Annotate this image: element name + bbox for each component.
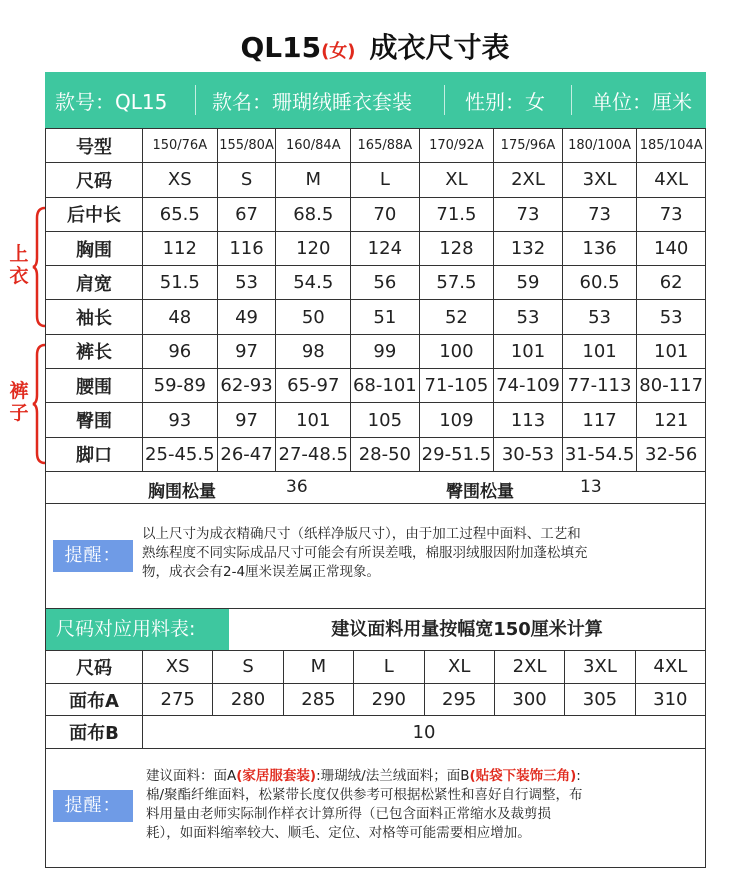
fabric-header (45, 608, 706, 650)
size-code-cell: M (276, 163, 351, 197)
hao-cell: 155/80A (217, 129, 276, 163)
value-cell: 101 (276, 403, 351, 437)
value-cell: 52 (419, 300, 494, 334)
value-cell: 73 (494, 197, 563, 231)
value-cell: 305 (565, 683, 635, 716)
value-cell: 51.5 (143, 266, 218, 300)
highlight-text: (家居服套装) (236, 768, 317, 784)
value-cell: 65-97 (276, 369, 351, 403)
value-cell: 290 (354, 683, 424, 716)
size-code-cell: S (213, 651, 283, 684)
highlight-text: (贴袋下装饰三角) (469, 768, 577, 784)
reminder-text (142, 525, 702, 582)
table-row (46, 163, 706, 197)
info-header (45, 72, 706, 128)
value-cell: 98 (276, 334, 351, 368)
value-cell: 53 (637, 300, 706, 334)
value-cell: 27-48.5 (276, 437, 351, 471)
value-cell: 60.5 (562, 266, 637, 300)
value-cell: 105 (351, 403, 420, 437)
page-title (0, 26, 750, 66)
value-cell: 65.5 (143, 197, 218, 231)
value-cell: 31-54.5 (562, 437, 637, 471)
fabric-note: 建议面料用量按幅宽150厘米计算 (331, 619, 603, 640)
table-row (46, 651, 706, 684)
table-row (46, 369, 706, 403)
value-cell: 96 (143, 334, 218, 368)
value-cell: 113 (494, 403, 563, 437)
table-row (46, 129, 706, 163)
size-code-cell: 3XL (562, 163, 637, 197)
value-cell: 71-105 (419, 369, 494, 403)
hao-cell: 150/76A (143, 129, 218, 163)
reminder-box (45, 504, 706, 608)
value-cell: 59 (494, 266, 563, 300)
row-label: 肩宽 (46, 266, 143, 300)
text-segment: 建议面料：面A (146, 768, 237, 784)
value-cell: 32-56 (637, 437, 706, 471)
size-code-cell: L (354, 651, 424, 684)
value-cell: 93 (143, 403, 218, 437)
table-row (46, 197, 706, 231)
value-cell: 62-93 (217, 369, 276, 403)
value-cell: 101 (494, 334, 563, 368)
value-cell: 10 (143, 716, 706, 749)
side-char: 上 (9, 243, 29, 265)
value-cell: 101 (637, 334, 706, 368)
hao-cell: 170/92A (419, 129, 494, 163)
title-gender: (女) (321, 41, 356, 62)
reminder-line: 料用量由老师实际制作样衣计算所得（已包含面料正常缩水及裁剪损 (146, 806, 551, 822)
row-label: 臀围 (46, 403, 143, 437)
reminder-badge: 提醒： (53, 540, 133, 572)
text-segment: : (576, 768, 581, 784)
reminder-line (146, 767, 702, 786)
size-code-cell: S (217, 163, 276, 197)
value-cell: 26-47 (217, 437, 276, 471)
size-code-cell: 2XL (494, 163, 563, 197)
row-label: 面布A (46, 683, 143, 716)
reminder-line: 熟练程度不同实际成品尺寸可能会有所误差哦，棉服羽绒服因附加蓬松填充 (142, 545, 588, 561)
model-cell (45, 72, 195, 128)
size-code-cell: M (283, 651, 353, 684)
unit-label: 单位：厘米 (592, 89, 692, 114)
value-cell: 140 (637, 231, 706, 265)
value-cell: 77-113 (562, 369, 637, 403)
value-cell: 80-117 (637, 369, 706, 403)
value-cell: 73 (637, 197, 706, 231)
value-cell: 30-53 (494, 437, 563, 471)
chest-ease-value: 36 (286, 477, 308, 497)
value-cell: 136 (562, 231, 637, 265)
top-side-label (8, 243, 30, 287)
size-code-cell: 4XL (637, 163, 706, 197)
row-label: 胸围 (46, 231, 143, 265)
row-label: 裤长 (46, 334, 143, 368)
table-row (46, 683, 706, 716)
size-code-cell: 4XL (635, 651, 705, 684)
value-cell: 48 (143, 300, 218, 334)
reminder-badge: 提醒： (53, 790, 133, 822)
value-cell: 57.5 (419, 266, 494, 300)
value-cell: 101 (562, 334, 637, 368)
table-row (46, 231, 706, 265)
value-cell: 68.5 (276, 197, 351, 231)
value-cell: 310 (635, 683, 705, 716)
row-label: 后中长 (46, 197, 143, 231)
title-model: QL15 (240, 31, 322, 64)
value-cell: 121 (637, 403, 706, 437)
reminder-line: 物，成衣会有2-4厘米误差属正常现象。 (142, 564, 381, 580)
value-cell: 68-101 (351, 369, 420, 403)
value-cell: 29-51.5 (419, 437, 494, 471)
pants-brace-icon (32, 343, 46, 465)
size-table (45, 128, 706, 472)
value-cell: 97 (217, 403, 276, 437)
table-row (46, 300, 706, 334)
gender-cell (445, 72, 571, 128)
value-cell: 300 (494, 683, 564, 716)
value-cell: 25-45.5 (143, 437, 218, 471)
top-brace-icon (32, 206, 46, 328)
row-label: 脚口 (46, 437, 143, 471)
size-code-cell: XS (143, 651, 213, 684)
row-label: 号型 (46, 129, 143, 163)
row-label: 袖长 (46, 300, 143, 334)
side-char: 衣 (9, 265, 29, 287)
size-code-cell: 2XL (494, 651, 564, 684)
ease-row (45, 471, 706, 504)
reminder-line: 以上尺寸为成衣精确尺寸（纸样净版尺寸），由于加工过程中面料、工艺和 (142, 526, 581, 542)
row-label: 尺码 (46, 651, 143, 684)
gender-label: 性别：女 (465, 89, 545, 114)
hao-cell: 180/100A (562, 129, 637, 163)
value-cell: 53 (217, 266, 276, 300)
hao-cell: 160/84A (276, 129, 351, 163)
table-row (46, 403, 706, 437)
hao-cell: 165/88A (351, 129, 420, 163)
value-cell: 295 (424, 683, 494, 716)
value-cell: 117 (562, 403, 637, 437)
reminder-text (146, 767, 702, 843)
hao-cell: 175/96A (494, 129, 563, 163)
size-code-cell: L (351, 163, 420, 197)
value-cell: 50 (276, 300, 351, 334)
pants-side-label (8, 380, 30, 424)
value-cell: 56 (351, 266, 420, 300)
value-cell: 99 (351, 334, 420, 368)
value-cell: 112 (143, 231, 218, 265)
fabric-table (45, 650, 706, 749)
name-label: 款名：珊瑚绒睡衣套装 (212, 89, 412, 114)
value-cell: 53 (562, 300, 637, 334)
reminder-line: 棉/聚酯纤维面料，松紧带长度仅供参考可根据松紧性和喜好自行调整，布 (146, 787, 583, 803)
value-cell: 132 (494, 231, 563, 265)
value-cell: 62 (637, 266, 706, 300)
value-cell: 71.5 (419, 197, 494, 231)
size-code-cell: 3XL (565, 651, 635, 684)
value-cell: 28-50 (351, 437, 420, 471)
hip-ease-label: 臀围松量 (446, 482, 514, 502)
value-cell: 280 (213, 683, 283, 716)
value-cell: 285 (283, 683, 353, 716)
value-cell: 67 (217, 197, 276, 231)
value-cell: 124 (351, 231, 420, 265)
unit-cell (572, 72, 702, 128)
table-row (46, 716, 706, 749)
reminder-box-2 (45, 748, 706, 868)
side-char: 裤 (9, 380, 29, 402)
value-cell: 53 (494, 300, 563, 334)
value-cell: 109 (419, 403, 494, 437)
value-cell: 275 (143, 683, 213, 716)
table-row (46, 266, 706, 300)
row-label: 腰围 (46, 369, 143, 403)
value-cell: 73 (562, 197, 637, 231)
fabric-title: 尺码对应用料表: (46, 609, 229, 650)
value-cell: 128 (419, 231, 494, 265)
value-cell: 49 (217, 300, 276, 334)
side-char: 子 (9, 402, 29, 424)
table-row (46, 437, 706, 471)
name-cell (196, 72, 444, 128)
value-cell: 51 (351, 300, 420, 334)
size-code-cell: XL (424, 651, 494, 684)
size-code-cell: XS (143, 163, 218, 197)
value-cell: 59-89 (143, 369, 218, 403)
row-label: 尺码 (46, 163, 143, 197)
value-cell: 116 (217, 231, 276, 265)
reminder-line: 耗），如面料缩率较大、顺毛、定位、对格等可能需要相应增加。 (146, 825, 531, 841)
value-cell: 54.5 (276, 266, 351, 300)
text-segment: :珊瑚绒/法兰绒面料；面B (316, 768, 470, 784)
hao-cell: 185/104A (637, 129, 706, 163)
value-cell: 100 (419, 334, 494, 368)
table-row (46, 334, 706, 368)
value-cell: 74-109 (494, 369, 563, 403)
chest-ease-label: 胸围松量 (148, 482, 216, 502)
value-cell: 70 (351, 197, 420, 231)
size-code-cell: XL (419, 163, 494, 197)
model-label: 款号：QL15 (55, 89, 168, 114)
hip-ease-value: 13 (580, 477, 602, 497)
value-cell: 120 (276, 231, 351, 265)
value-cell: 97 (217, 334, 276, 368)
row-label: 面布B (46, 716, 143, 749)
title-text: 成衣尺寸表 (369, 31, 510, 64)
